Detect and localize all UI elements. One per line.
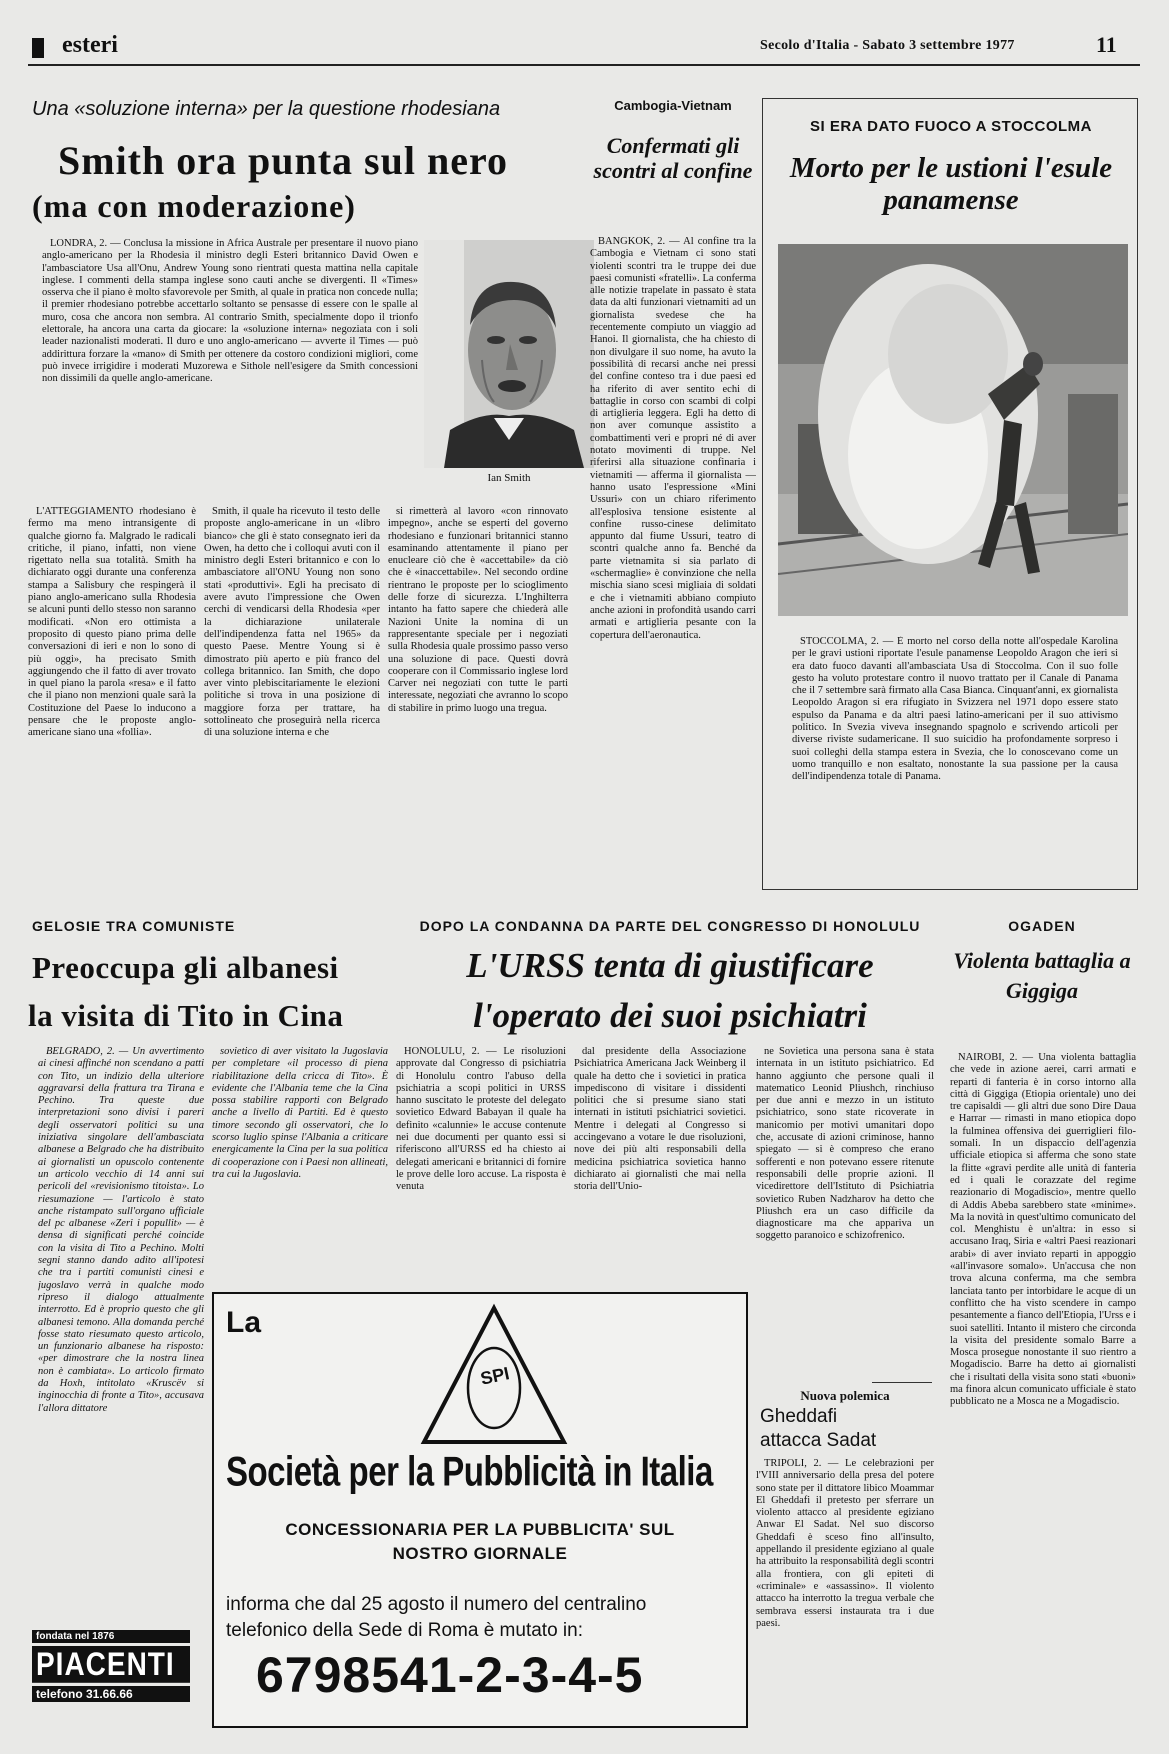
piacenti-name: PIACENTI	[32, 1646, 190, 1683]
rhodesia-col-1-text: L'ATTEGGIAMENTO rhodesiano è fermo ma meno intransigente di qualche giorno fa. Malgrado le radicali critiche, il piano, infatti, non viene rigettato nella sua totalità. Smith ha dichiarato oggi durante una conferenza stampa a Salisbury che respingerà il piano anglo-americano sulla Rhodesia se alcuni punti dello stesso non saranno modificati. «Non ero ottimista a proposito di questo piano prima delle conversazioni di ieri e non lo sono di più oggi», ha precisato Smith aggiungendo che il fatto di aver trovato in quel piano la parola «resa» e il fatto che il piano non menzioni quale sarà la Costituzione del Paese lo inducono a pensare che le proposte anglo-americane siano una «follia».	[28, 506, 196, 739]
piacenti-founded: fondata nel 1876	[32, 1630, 190, 1643]
cambogia-kicker: Cambogia-Vietnam	[614, 98, 732, 113]
urss-col-2-text: dal presidente della Associazione Psichiatrica Americana Jack Weinberg il quale ha detto che i sovietici in pratica impediscono di visitare i dissidenti politici che si presume siano stati internati in istituti psichiatrici sovietici. Mentre i delegati al Congresso si accingevano a votare le due risoluzioni, nove dei più alti responsabili della medicina psichiatrica sovietica hanno dichiarato ai giornalisti che mai nella storia dell'Unio-	[574, 1046, 746, 1193]
cambogia-body	[590, 236, 756, 876]
rhodesia-subheadline: (ma con moderazione)	[32, 188, 356, 224]
rhodesia-col-3-text: si rimetterà al lavoro «con rinnovato impegno», anche se esperti del governo rhodesiano e funzionari britannici stanno esaminando attentamente il piano per enucleare ciò che è «accettabile» da ciò che è «inaccettabile». Nel secondo ordine rientrano le proposte per lo scioglimento delle forze di sicurezza. L'Inghilterra intanto ha fatto sapere che chiederà alle Nazioni Unite la nomina di un rappresentante speciale per i negoziati sulla Rhodesia quale prossimo passo verso una soluzione di pace. Questi dovrà cooperare con il Commissario inglese lord Carver nei negoziati con tutte le parti interessate, negoziati che avranno lo scopo di stabilire in primo luogo una tregua.	[388, 506, 568, 714]
dateline: Secolo d'Italia - Sabato 3 settembre 1977	[760, 38, 1015, 53]
rhodesia-col-3	[388, 506, 568, 886]
ad-subtitle-1: CONCESSIONARIA PER LA PUBBLICITA' SUL	[285, 1520, 675, 1539]
urss-col-1	[396, 1046, 566, 1282]
urss-col-3	[756, 1046, 934, 1376]
cambogia-body-text: BANGKOK, 2. — Al confine tra la Cambogia e Vietnam ci sono stati violenti scontri tra le truppe dei due paesi comunisti «fratelli». La conferma alle notizie trapelate in passato è stata data da alti funzionari vietnamiti ad un giornalista svedese che ha recentemente compiuto un viaggio ad Hanoi. Il giornalista, che ha chiesto di non divulgare il suo nome, ha avuto la possibilità di recarsi anche nei pressi del confine conteso tra i due paesi ed ha riferito di aver sentito echi di battaglie in corso con scambi di colpi di artiglieria leggera. Egli ha detto di non aver comunque assistito a combattimenti veri e propri né di aver notato movimenti di truppe. Nel riferirsi alla situazione confinaria i vietnamiti — afferma il giornalista — hanno usato l'espressione «Mini Ussuri» con un chiaro riferimento all'esplosiva tensione esistente al confine russo-cinese delimitato appunto dal fiume Ussuri, teatro di scontri qualche anno fa. Benché da parte vietnamita si sia parlato di «schermaglie» è convinzione che nella mischia siano scesi migliaia di soldati e che i vietnamiti abbiano compiuto anche azioni in profondità usando carri armati e artiglieria pesante con la copertura dell'aeronautica.	[590, 236, 756, 641]
ogaden-kicker: OGADEN	[1008, 918, 1076, 934]
stoccolma-kicker: SI ERA DATO FUOCO A STOCCOLMA	[809, 118, 1092, 135]
urss-subheadline: l'operato dei suoi psichiatri	[473, 996, 867, 1035]
ogaden-body-text: NAIROBI, 2. — Una violenta battaglia che vede in azione aerei, carri armati e reparti di fanteria è in corso intorno alla città di Giggiga (Etiopia orientale) uno dei tre capisaldi — gli altri due sono Dire Daua e Harrar — rimasti in mano etiopica dopo la fulminea offensiva dei guerriglieri filo-somali. In un dispaccio dell'agenzia ufficiale etiopica si afferma che sono state la flitte «gravi perdite alle unità di fanteria ed i quali le corazzate del regime reazionario di Mogadiscio», mentre quello di Addis Abeba sarebbero state «minime». Ma la novità in quest'ultimo comunicato del col. Menghistu è un'altra: in esso si accusano Iraq, Siria e «altri Paesi reazionari arabi» di aver inviato reparti in appoggio «all'invasore somalo». Un'accusa che non trova alcuna conferma, ma che sembra lanciata tanto per intorbidare le acque di un conflitto che ha visto scendere in campo pesantemente a fianco dell'Etiopia, l'Urss e i suoi satelliti. Intanto il mistero che circonda la visita del presidente somalo Barre a Mosca prosegue nonostante il suo rientro a Mogadiscio. Barre ha detto ai giornalisti che i risultati della visita sono stati «buoni» ma finora alcun comunicato ufficiale è stato pubblicato ne a Mosca ne a Mogadiscio.	[950, 1052, 1136, 1408]
rhodesia-intro-text: LONDRA, 2. — Conclusa la missione in Africa Australe per presentare il nuovo piano anglo-americano per la Rhodesia il ministro degli Esteri britannico David Owen e l'ambasciatore Usa all'Onu, Andrew Young sono rientrati questa mattina nella capitale inglese. I commenti della stampa inglese sono cauti anche se divergenti. Il «Times» osserva che il piano è molto sfavorevole per Smith, al quale in pratica non concede nulla; il premier rhodesiano potrebbe accettarlo soltanto se pensasse di essere con le spalle al muro, cosa che ancora non sembra. Al contrario Smith, specialmente dopo il trionfo elettorale, ha ancora una carta da giocare: la «soluzione interna» negoziata con i soli leader nazionalisti moderati. Il duro e uno anglo-americano — avverte il Times — può addirittura forzare la «mano» di Smith per ottenere da costoro condizioni migliori, come può invece irrigidire i moderati Muzorewa e Sithole nell'esigere da Smith concessioni non dissimili da quelle anglo-americane.	[42, 238, 418, 385]
header-rule	[28, 64, 1140, 66]
albania-subheadline: la visita di Tito in Cina	[28, 998, 344, 1033]
gheddafi-body	[756, 1458, 934, 1726]
section-marker	[32, 38, 44, 58]
rhodesia-col-2-text: Smith, il quale ha ricevuto il testo delle proposte anglo-americane in un «libro bianco» che gli è stato consegnato ieri da Owen, ha detto che i colloqui avuti con il ministro degli Esteri britannico e con lo ambasciatore all'ONU Young non sono stati «produttivi». Egli ha precisato di avere avuto l'impressione che Owen cerchi di vendicarsi della Rhodesia «per la dichiarazione unilaterale dell'indipendenza fatta nel 1965» da questo Paese. Mentre Young si è dimostrato più aperto e più franco del collega britannico. Ian Smith, che dopo aver vinto plebiscitariamente le elezioni politiche si trova in una posizione di maggiore forza per trattare, ha sottolineato che proseguirà nella ricerca di una soluzione interna e che	[204, 506, 380, 739]
urss-col-2	[574, 1046, 746, 1282]
stoccolma-body	[792, 636, 1118, 876]
albania-col-1-text: BELGRADO, 2. — Un avvertimento ai cinesi affinché non scendano a patti con Tito, un indizio della ulteriore aggravarsi della frattura tra Tirana e Pechino. Tra queste due interpretazioni sono divisi i pareri degli osservatori politici su una iniziativa singolare dell'ambasciata albanese a Belgrado che ha distribuito ai giornalisti un opuscolo contenente un articolo vecchio di 14 anni sui pericoli del «revisionismo titoista». Lo riesumazione — l'articolo è stato anche ristampato sull'organo ufficiale del pc albanese «Zeri i popullit» — è densa di significati perché coincide con la visita di Tito a Pechino. Molti segni stanno dando adito all'ipotesi che tra i partiti comunisti cinesi e jugoslavo verrà in qualche modo ripreso il dialogo attualmente interrotto. Ed è proprio questo che gli albanesi temono. Alla domanda perché fosse stato riesumato questo articolo, un funzionario albanese ha risposto: «per dimostrare che la nostra linea non è cambiata». Lo articolo firmato da Hoxh, intitolato «Kruscëv si inginocchia di fronte a Tito», accusava l'allora dittatore	[38, 1046, 204, 1414]
photo-caption: Ian Smith	[487, 472, 531, 484]
albania-col-1	[38, 1046, 204, 1624]
piacenti-tel: telefono 31.66.66	[32, 1686, 190, 1702]
urss-col-3-text: ne Sovietica una persona sana è stata internata in un istituto psichiatrico. Ed hanno aggiunto che persone quali il matematico Leonid Pliushch, rinchiuso per due anni e mezzo in un istituto psichiatrico, sono state ricoverate in manicomio per motivi umanitari dopo che, accusate di azioni criminose, hanno spiegato — si è compreso che erano sofferenti e non potevano essere ritenute responsabili delle proprie azioni. Il vicedirettore dell'Istituto di Psichiatria sovietico Ruben Nadzharov ha detto che Pliushch era un caso difficile da diagnosticare ma che appariva un soggetto paranoico e schizofrenico.	[756, 1046, 934, 1242]
gheddafi-headline: Gheddafi	[760, 1406, 838, 1427]
spi-logo-text: SPI	[478, 1363, 512, 1389]
ian-smith-photo	[424, 240, 594, 468]
urss-kicker: DOPO LA CONDANNA DA PARTE DEL CONGRESSO DI HONOLULU	[419, 918, 921, 934]
ad-subtitle-2: NOSTRO GIORNALE	[392, 1544, 568, 1563]
stoccolma-headline: Morto per le ustioni l'esule panamense	[789, 152, 1113, 217]
ad-la: La	[226, 1306, 262, 1339]
albania-kicker: GELOSIE TRA COMUNISTE	[32, 918, 236, 934]
albania-col-2-text: sovietico di aver visitato la Jugoslavia per completare «il processo di piena riabilitazione della cricca di Tito». È evidente che l'Albania teme che la Cina possa stabilire rapporti con Belgrado anche a livello di Partiti. Ed è questo timore secondo gli osservatori, che lo scorso luglio spinse l'Albania a criticare energicamente la Cina per la sua politica di cooperazione con i Paesi non allineati, tra cui la Jugoslavia.	[212, 1046, 388, 1180]
ad-company-name: Società per la Pubblicità in Italia	[226, 1448, 713, 1495]
portrait-image	[424, 240, 594, 468]
ad-info-1: informa che dal 25 agosto il numero del centralino	[226, 1594, 647, 1615]
albania-col-2	[212, 1046, 388, 1282]
page-number: 11	[1096, 32, 1117, 57]
rhodesia-col-2	[204, 506, 380, 886]
section-title: esteri	[62, 32, 118, 58]
rhodesia-intro	[42, 238, 418, 496]
rhodesia-col-1	[28, 506, 196, 886]
cambogia-headline: Confermati gli scontri al confine	[593, 133, 753, 183]
gheddafi-subheadline: attacca Sadat	[760, 1430, 877, 1451]
ad-info-2: telefonico della Sede di Roma è mutato in:	[226, 1620, 583, 1641]
urss-col-1-text: HONOLULU, 2. — Le risoluzioni approvate dal Congresso di psichiatria di Honolulu contro l'abuso della psichiatria a scopi politici in URSS hanno suscitato le proteste del delegato sovietico Edward Babayan il quale ha definito «calunnie» le accuse contenute nei due documenti per quanto essi si riferiscono all'URSS ed ha chiesto ai delegati americani e britannici di fornire le prove delle loro accuse. La risposta è venuta	[396, 1046, 566, 1193]
gheddafi-body-text: TRIPOLI, 2. — Le celebrazioni per l'VIII anniversario della presa del potere sono state per il dittatore libico Moammar El Gheddafi il pretesto per sferrare un violento attacco al presidente egiziano Anwar El Sadat. Nel suo discorso Gheddafi è sceso fino all'insulto, appellando il presidente egiziano al quale ha attribuito la responsabilità degli scontri alla frontiera, con gli epiteti di «criminale» e «assassino». Il violento attacco ha interrotto la tregua verbale che sembrava essersi instaurata tra i due paesi.	[756, 1458, 934, 1629]
self-immolation-image	[778, 244, 1128, 616]
ogaden-body	[950, 1052, 1136, 1728]
stoccolma-body-text: STOCCOLMA, 2. — È morto nel corso della notte all'ospedale Karolina per le gravi ustioni riportate l'esule panamense Leopoldo Aragon che ieri si era dato fuoco davanti all'ambasciata Usa di Stoccolma. Con il suo folle gesto ha voluto protestare contro il nuovo trattato per il Canale di Panama che il 7 settembre sarà firmato alla Casa Bianca. Cinquant'anni, ex giornalista Leopoldo Aragon si era rifugiato in Svizzera nel 1971 dopo essere stato espulso da Panama e da altri paesi latino-americani per il suo attivismo politico. In Svezia viveva insegnando spagnolo e scrivendo articoli per diverse riviste sudamericane. Il suo suicidio ha profondamente sorpreso i suoi colleghi della stampa estera in Svezia, che lo conoscevano come un uomo tranquillo e non esaltato, nonostante la sua passione per la causa dell'indipendenza totale di Panama.	[792, 636, 1118, 783]
albania-headline: Preoccupa gli albanesi	[32, 950, 339, 985]
piacenti-ad	[32, 1630, 190, 1726]
stoccolma-photo	[778, 244, 1128, 616]
ogaden-headline: Violenta battaglia a Giggiga	[953, 948, 1131, 1003]
rhodesia-kicker: Una «soluzione interna» per la questione rhodesiana	[32, 98, 501, 120]
ad-phone-number: 6798541-2-3-4-5	[256, 1647, 644, 1703]
gheddafi-kicker: Nuova polemica	[800, 1388, 890, 1403]
rhodesia-headline: Smith ora punta sul nero	[58, 138, 509, 183]
gheddafi-rule	[872, 1382, 932, 1383]
urss-headline: L'URSS tenta di giustificare	[466, 946, 874, 985]
